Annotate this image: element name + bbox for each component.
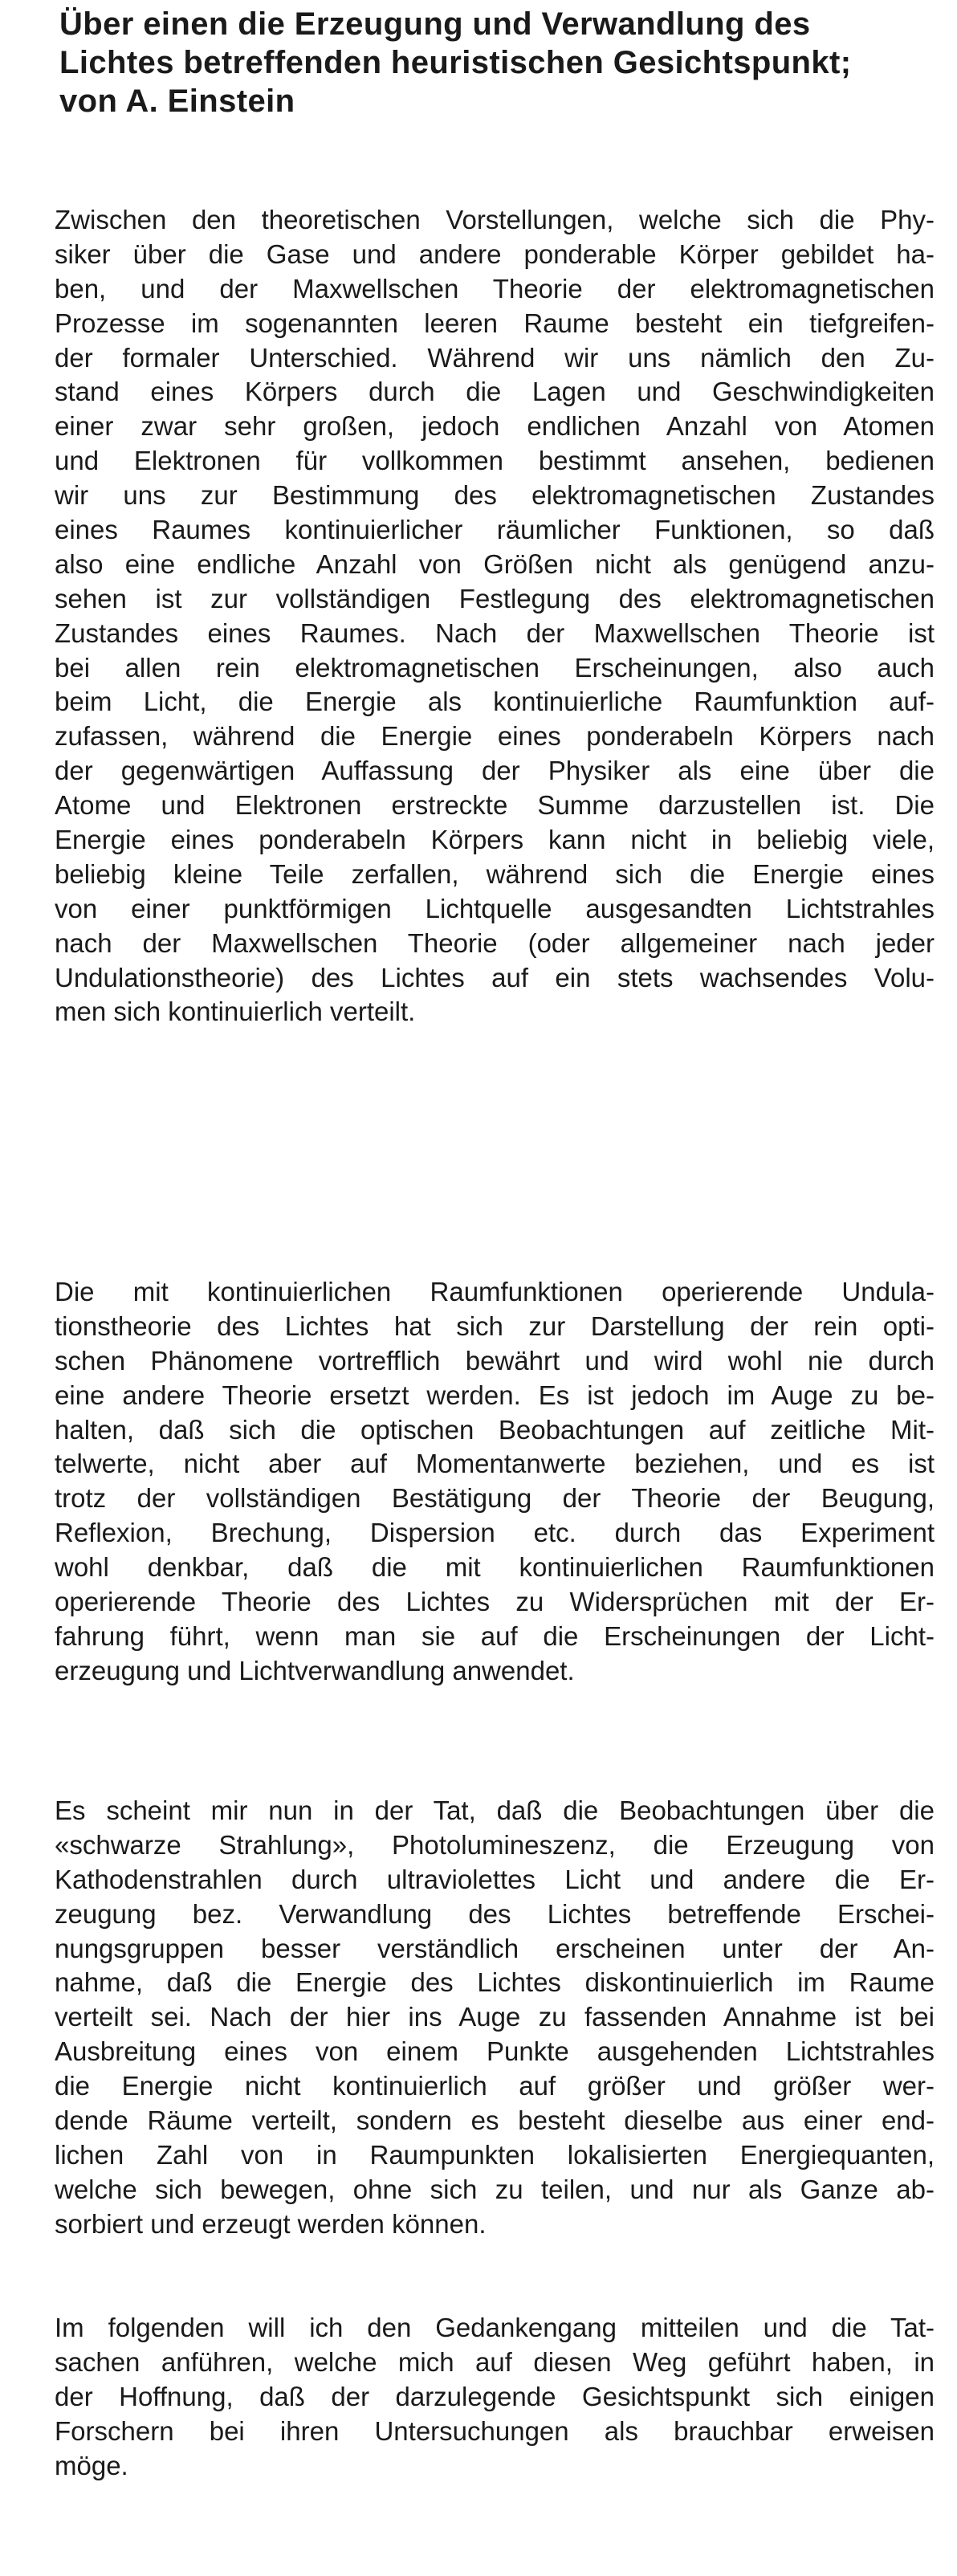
text-line: Forschern bei ihren Untersuchungen als brauchbar erweisen	[55, 2415, 935, 2446]
text-line: «schwarze Strahlung», Photolumineszenz, die Erzeugung von	[55, 1829, 935, 1860]
text-line: Reflexion, Brechung, Dispersion etc. durch das Experiment	[55, 1518, 935, 1548]
text-line: beliebig kleine Teile zerfallen, während sich die Energie eines	[55, 858, 935, 889]
text-line: Zustandes eines Raumes. Nach der Maxwellschen Theorie ist	[55, 618, 935, 648]
text-line: men sich kontinuierlich verteilt.	[55, 997, 416, 1027]
text-line: ben, und der Maxwellschen Theorie der elektromagnetischen	[55, 273, 935, 304]
text-line: telwerte, nicht aber auf Momentanwerte beziehen, und es ist	[55, 1449, 935, 1479]
title-line: Lichtes betreffenden heuristischen Gesichtspunkt;	[59, 45, 852, 80]
text-line: operierende Theorie des Lichtes zu Widersprüchen mit der Er-	[55, 1587, 935, 1617]
text-line: der Hoffnung, daß der darzulegende Gesichtspunkt sich einigen	[55, 2381, 935, 2411]
text-line: Die mit kontinuierlichen Raumfunktionen operierende Undula-	[55, 1277, 935, 1306]
text-line: nach der Maxwellschen Theorie (oder allgemeiner nach jeder	[55, 927, 935, 958]
text-line: Prozesse im sogenannten leeren Raume besteht ein tiefgreifen-	[55, 308, 935, 338]
text-line: halten, daß sich die optischen Beobachtungen auf zeitliche Mit-	[55, 1414, 935, 1445]
text-line: sehen ist zur vollständigen Festlegung des elektromagnetischen	[55, 583, 935, 613]
text-line: verteilt sei. Nach der hier ins Auge zu fassenden Annahme ist bei	[55, 2002, 935, 2032]
text-line: der formaler Unterschied. Während wir uns nämlich den Zu-	[55, 342, 935, 373]
paragraph-3	[55, 1794, 935, 2242]
text-line: einer zwar sehr großen, jedoch endlichen Anzahl von Atomen	[55, 411, 935, 442]
text-line: stand eines Körpers durch die Lagen und Geschwindigkeiten	[55, 377, 935, 407]
paragraph-1	[55, 203, 935, 1029]
text-line: der gegenwärtigen Auffassung der Physiker als eine über die	[55, 756, 935, 786]
text-line: möge.	[55, 2450, 128, 2480]
text-line: also eine endliche Anzahl von Größen nicht als genügend anzu-	[55, 548, 935, 579]
text-line: wohl denkbar, daß die mit kontinuierlichen Raumfunktionen	[55, 1552, 935, 1583]
text-line: zeugung bez. Verwandlung des Lichtes betreffende Erschei-	[55, 1898, 935, 1929]
title-line: Über einen die Erzeugung und Verwandlung des	[59, 6, 811, 42]
title-author-line: von A. Einstein	[59, 84, 295, 119]
text-line: beim Licht, die Energie als kontinuierliche Raumfunktion auf-	[55, 687, 935, 717]
text-line: nahme, daß die Energie des Lichtes diskontinuierlich im Raume	[55, 1967, 935, 1998]
text-line: eine andere Theorie ersetzt werden. Es ist jedoch im Auge zu be-	[55, 1380, 935, 1410]
text-line: lichen Zahl von in Raumpunkten lokalisierten Energiequanten,	[55, 2139, 935, 2170]
text-line: trotz der vollständigen Bestätigung der Theorie der Beugung,	[55, 1483, 935, 1514]
text-line: bei allen rein elektromagnetischen Erscheinungen, also auch	[55, 652, 935, 683]
text-line: Ausbreitung eines von einem Punkte ausgehenden Lichtstrahles	[55, 2036, 935, 2067]
text-line: Undulationstheorie) des Lichtes auf ein stets wachsendes Volu-	[55, 962, 935, 992]
text-line: erzeugung und Lichtverwandlung anwendet.	[55, 1655, 575, 1685]
text-line: wir uns zur Bestimmung des elektromagnetischen Zustandes	[55, 480, 935, 511]
text-line: nungsgruppen besser verständlich erscheinen unter der An-	[55, 1933, 935, 1963]
text-line: und Elektronen für vollkommen bestimmt ansehen, bedienen	[55, 446, 935, 476]
text-line: die Energie nicht kontinuierlich auf größer und größer wer-	[55, 2071, 935, 2101]
paragraph-4	[55, 2311, 935, 2483]
text-line: zufassen, während die Energie eines ponderabeln Körpers nach	[55, 721, 935, 752]
text-line: dende Räume verteilt, sondern es besteht dieselbe aus einer end-	[55, 2105, 935, 2136]
text-line: welche sich bewegen, ohne sich zu teilen, und nur als Ganze ab-	[55, 2174, 935, 2204]
text-line: Im folgenden will ich den Gedankengang mitteilen und die Tat-	[55, 2313, 935, 2342]
text-line: Kathodenstrahlen durch ultraviolettes Licht und andere die Er-	[55, 1864, 935, 1894]
text-line: Atome und Elektronen erstreckte Summe darzustellen ist. Die	[55, 790, 935, 821]
text-line: fahrung führt, wenn man sie auf die Erscheinungen der Licht-	[55, 1620, 935, 1651]
paragraph-2	[55, 1275, 935, 1689]
document-title	[59, 5, 926, 120]
text-line: schen Phänomene vortrefflich bewährt und wird wohl nie durch	[55, 1345, 935, 1376]
text-line: tionstheorie des Lichtes hat sich zur Darstellung der rein opti-	[55, 1310, 935, 1341]
text-line: Zwischen den theoretischen Vorstellungen, welche sich die Phy-	[55, 205, 935, 234]
text-line: sachen anführen, welche mich auf diesen Weg geführt haben, in	[55, 2346, 935, 2377]
text-line: siker über die Gase und andere ponderable Körper gebildet ha-	[55, 238, 935, 269]
text-line: von einer punktförmigen Lichtquelle ausgesandten Lichtstrahles	[55, 893, 935, 923]
text-line: eines Raumes kontinuierlicher räumlicher Funktionen, so daß	[55, 515, 935, 545]
text-line: Es scheint mir nun in der Tat, daß die Beobachtungen über die	[55, 1795, 935, 1825]
text-line: sorbiert und erzeugt werden können.	[55, 2208, 487, 2239]
text-line: Energie eines ponderabeln Körpers kann nicht in beliebig viele,	[55, 825, 935, 855]
